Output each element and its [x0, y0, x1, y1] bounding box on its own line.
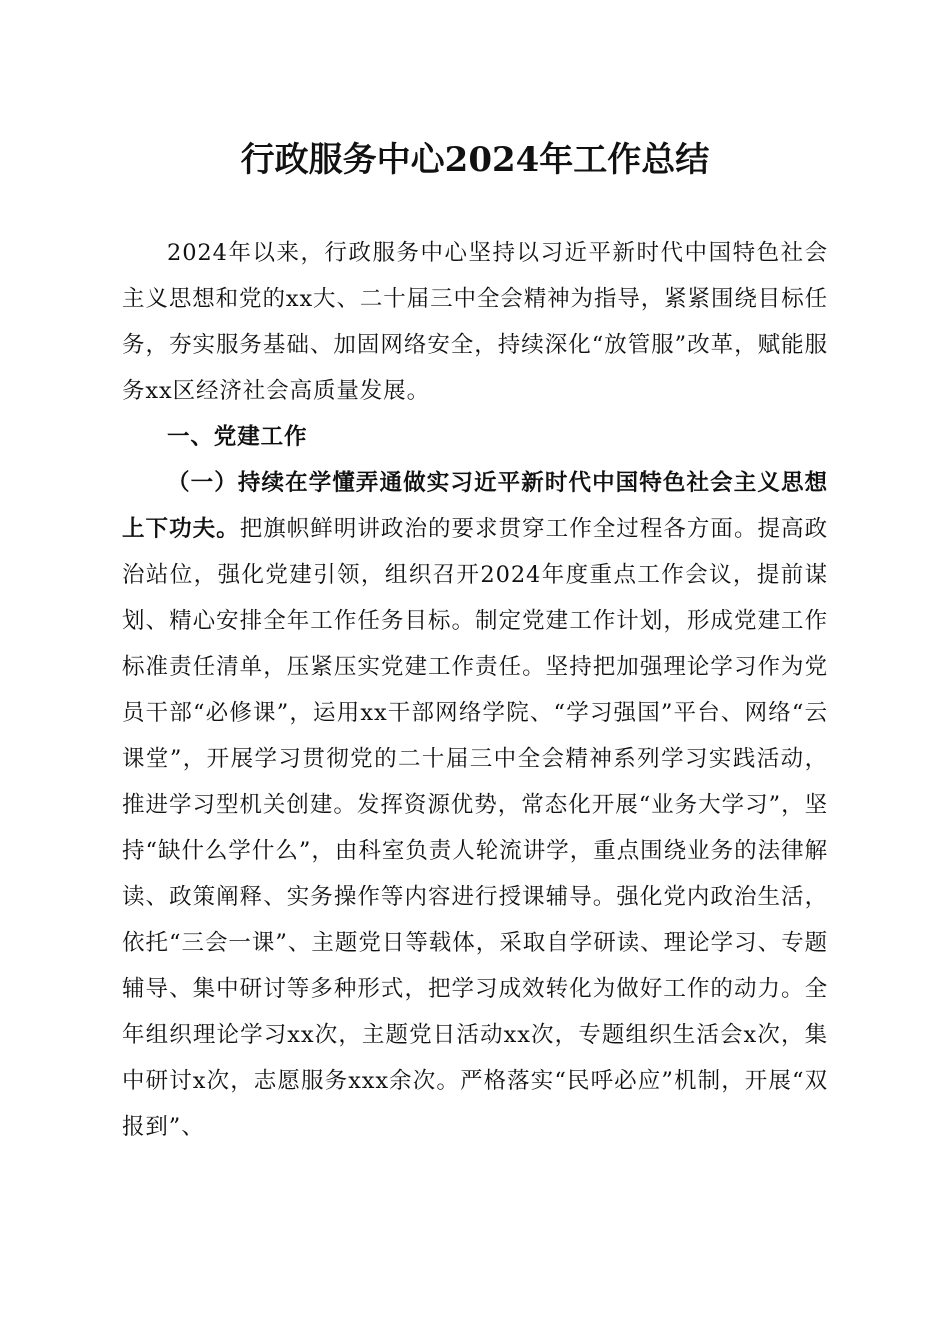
- subsection-heading: （一）持续在学懂弄通做实习近平新时代中国特色社会主义思想上下功夫。: [122, 470, 828, 542]
- section-heading-party-building: 一、党建工作: [167, 424, 308, 450]
- subsection-body: 把旗帜鲜明讲政治的要求贯穿工作全过程各方面。提高政治站位，强化党建引领，组织召开2024年度重点工作会议，提前谋划、精心安排全年工作任务目标。制定党建工作计划，形成党建工作标准责任清单，压紧压实党建工作责任。坚持把加强理论学习作为党员干部“必修课”，运用xx干部网络学院、“学习强国”平台、网络“云课堂”，开展学习贯彻党的二十届三中全会精神系列学习实践活动，推进学习型机关创建。发挥资源优势，常态化开展“业务大学习”，坚持“缺什么学什么”，由科室负责人轮流讲学，重点围绕业务的法律解读、政策阐释、实务操作等内容进行授课辅导。强化党内政治生活，依托“三会一课”、主题党日等载体，采取自学研读、理论学习、专题辅导、集中研讨等多种形式，把学习成效转化为做好工作的动力。全年组织理论学习xx次，主题党日活动xx次，专题组织生活会x次，集中研讨x次，志愿服务xxx余次。严格落实“民呼必应”机制，开展“双报到”、: [122, 516, 828, 1140]
- subsection-paragraph: [122, 460, 828, 1150]
- document-body: [122, 230, 828, 1150]
- intro-paragraph: 2024年以来，行政服务中心坚持以习近平新时代中国特色社会主义思想和党的xx大、二十届三中全会精神为指导，紧紧围绕目标任务，夯实服务基础、加固网络安全，持续深化“放管服”改革，赋能服务xx区经济社会高质量发展。: [122, 240, 828, 404]
- document-title: 行政服务中心2024年工作总结: [240, 140, 710, 180]
